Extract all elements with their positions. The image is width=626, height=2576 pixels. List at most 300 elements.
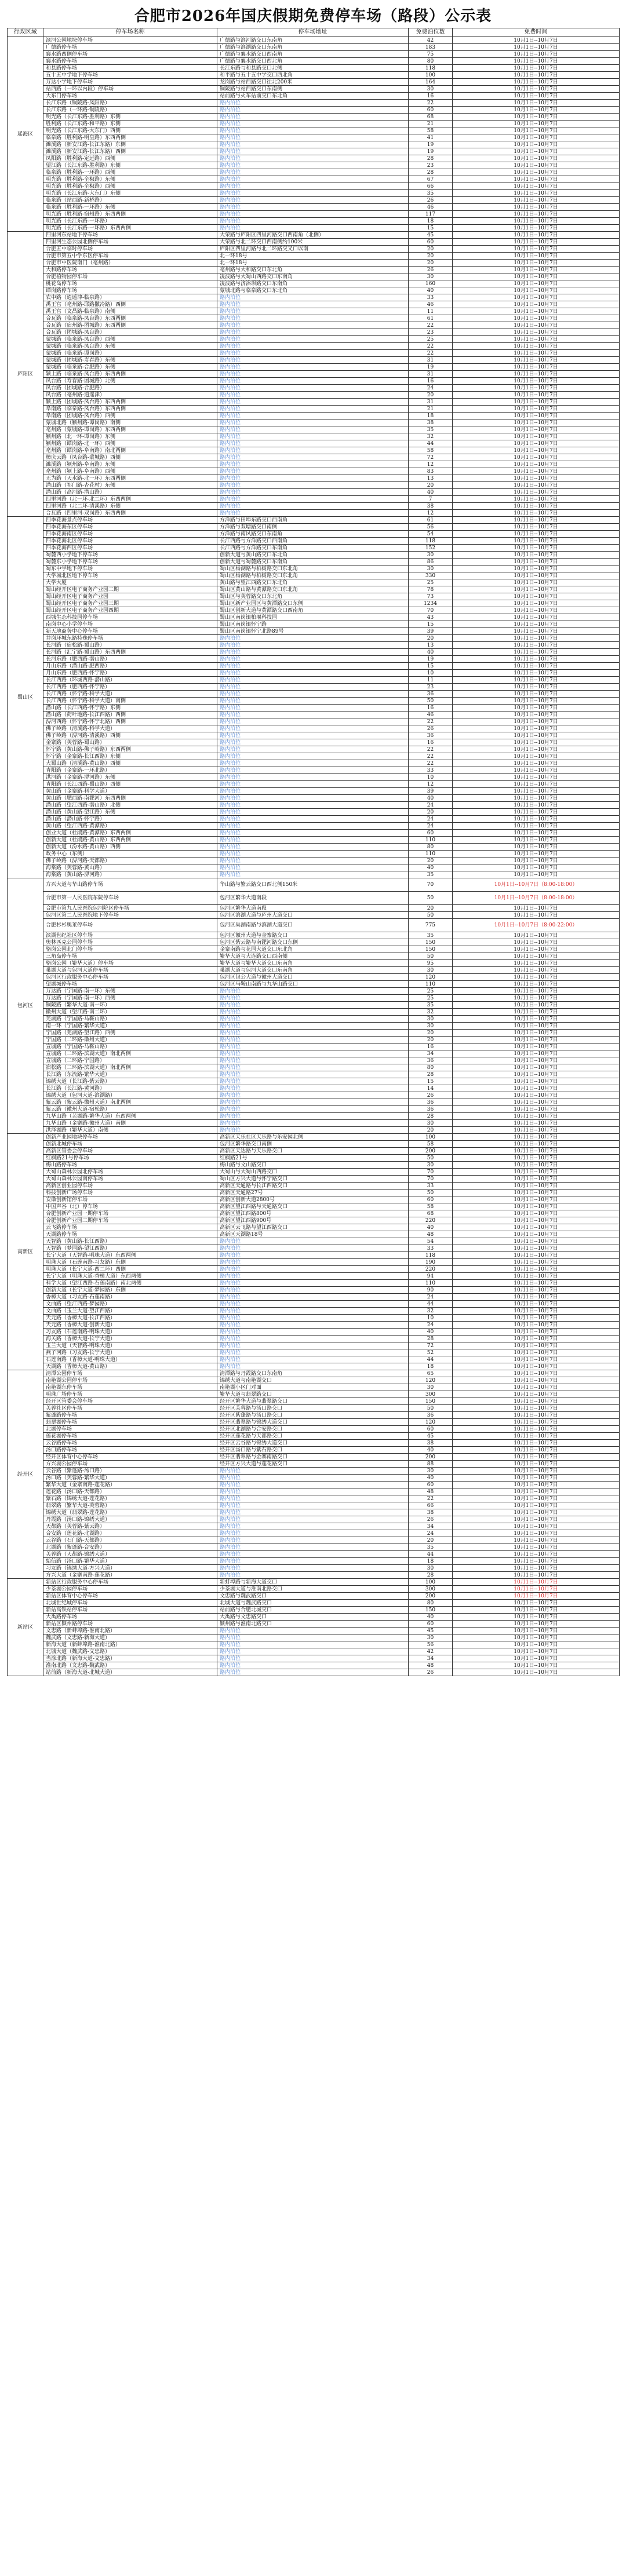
lot-name: 合肥市第五中学东区停车场 bbox=[43, 253, 217, 260]
free-slots: 30 bbox=[409, 1120, 453, 1127]
free-time: 10月1日--10月7日 bbox=[453, 267, 620, 273]
lot-name: 淮南北路（文忠路-魏武路） bbox=[43, 1662, 217, 1669]
free-slots: 35 bbox=[409, 1002, 453, 1009]
district-cell: 庐阳区 bbox=[8, 232, 43, 517]
free-time: 10月1日--10月7日 bbox=[453, 524, 620, 531]
lot-name: 合瓦路（临泉路-凤台路）东西两侧 bbox=[43, 315, 217, 322]
free-slots: 20 bbox=[409, 260, 453, 267]
free-slots: 16 bbox=[409, 378, 453, 385]
lot-name: 蒙城路（临泉路-凤台路）东侧 bbox=[43, 343, 217, 350]
free-time: 10月1日--10月7日 bbox=[453, 1628, 620, 1634]
free-time: 10月1日--10月7日 bbox=[453, 953, 620, 960]
lot-address: 路内泊位 bbox=[217, 329, 409, 336]
lot-name: 铜陵路（繁华大道-南一环） bbox=[43, 1002, 217, 1009]
lot-name: 黄山路（肥西路-南淝河）东西两侧 bbox=[43, 795, 217, 802]
lot-address: 包河区紫云路与南淝河路交口东侧 bbox=[217, 939, 409, 946]
free-time: 10月1日--10月7日 bbox=[453, 1190, 620, 1196]
free-slots: 86 bbox=[409, 559, 453, 565]
lot-name: 樟庆云路（凤台路-蒙城路）西侧 bbox=[43, 454, 217, 461]
free-time: 10月1日--10月7日 bbox=[453, 329, 620, 336]
lot-address: 路内泊位 bbox=[217, 753, 409, 760]
free-time: 10月1日--10月7日 bbox=[453, 809, 620, 816]
lot-name: 明光路（胜利路-宿州路）东西两侧 bbox=[43, 211, 217, 218]
lot-address: 路内泊位 bbox=[217, 1523, 409, 1530]
free-time: 10月1日--10月7日 bbox=[453, 148, 620, 155]
lot-address: 路内泊位 bbox=[217, 1363, 409, 1370]
lot-name: 莲花路（汤口路-天都路） bbox=[43, 1488, 217, 1495]
free-slots: 26 bbox=[409, 267, 453, 273]
free-slots: 30 bbox=[409, 1384, 453, 1391]
table-row bbox=[8, 1662, 620, 1669]
free-slots: 95 bbox=[409, 960, 453, 967]
free-time: 10月1日--10月7日 bbox=[453, 1488, 620, 1495]
table-row bbox=[8, 1349, 620, 1356]
lot-address: 蜀山区南岗镇柏堰科技园 bbox=[217, 614, 409, 621]
free-slots: 50 bbox=[409, 912, 453, 919]
lot-name: 阜南路（团城路-凤台路）西侧 bbox=[43, 413, 217, 419]
lot-name: 天元路（香樟大道-创新大道） bbox=[43, 1322, 217, 1329]
table-row bbox=[8, 308, 620, 315]
lot-address: 路内泊位 bbox=[217, 871, 409, 878]
free-time: 10月1日--10月7日 bbox=[453, 795, 620, 802]
lot-address: 路内泊位 bbox=[217, 795, 409, 802]
table-row bbox=[8, 946, 620, 953]
free-slots: 220 bbox=[409, 1266, 453, 1273]
table-row bbox=[8, 939, 620, 946]
table-row bbox=[8, 454, 620, 461]
lot-name: 月山东路（肥西路-怀宁路） bbox=[43, 670, 217, 677]
table-row bbox=[8, 795, 620, 802]
table-row bbox=[8, 919, 620, 932]
table-row bbox=[8, 912, 620, 919]
free-time: 10月1日--10月7日 bbox=[453, 1426, 620, 1433]
free-slots: 775 bbox=[409, 919, 453, 932]
table-row bbox=[8, 100, 620, 107]
free-slots: 30 bbox=[409, 552, 453, 559]
table-row bbox=[8, 1287, 620, 1294]
lot-address: 方洋路与南风路交口东南角 bbox=[217, 531, 409, 538]
lot-name: 明珠广场停车场 bbox=[43, 1391, 217, 1398]
table-row bbox=[8, 864, 620, 871]
table-row bbox=[8, 816, 620, 823]
lot-address: 路内泊位 bbox=[217, 739, 409, 746]
table-row bbox=[8, 273, 620, 280]
free-time: 10月1日--10月7日 bbox=[453, 322, 620, 329]
table-row bbox=[8, 1495, 620, 1502]
table-row bbox=[8, 155, 620, 162]
free-slots: 75 bbox=[409, 51, 453, 58]
free-slots: 33 bbox=[409, 294, 453, 301]
lot-address: 路内泊位 bbox=[217, 1016, 409, 1023]
table-row bbox=[8, 86, 620, 93]
free-time: 10月1日--10月7日 bbox=[453, 1384, 620, 1391]
table-row bbox=[8, 197, 620, 204]
free-time: 10月1日--10月7日 bbox=[453, 1349, 620, 1356]
table-row bbox=[8, 392, 620, 399]
table-row bbox=[8, 593, 620, 600]
free-slots: 30 bbox=[409, 273, 453, 280]
table-row bbox=[8, 767, 620, 774]
lot-name: 明光路（胜利路-全椒路）西侧 bbox=[43, 183, 217, 190]
free-time: 10月1日--10月7日 bbox=[453, 1224, 620, 1231]
free-slots: 40 bbox=[409, 1329, 453, 1336]
lot-address: 路内泊位 bbox=[217, 1259, 409, 1266]
lot-address: 路内泊位 bbox=[217, 350, 409, 357]
lot-name: 骆岗公园（繁华大道）停车场 bbox=[43, 960, 217, 967]
table-row bbox=[8, 1176, 620, 1183]
lot-address: 红枫路21号 bbox=[217, 1155, 409, 1162]
table-row bbox=[8, 932, 620, 939]
free-slots: 60 bbox=[409, 830, 453, 837]
free-slots: 70 bbox=[409, 878, 453, 892]
table-row bbox=[8, 1016, 620, 1023]
free-slots: 20 bbox=[409, 1030, 453, 1037]
lot-name: 汤口路停车场 bbox=[43, 1447, 217, 1454]
table-row bbox=[8, 1196, 620, 1203]
table-row bbox=[8, 1203, 620, 1210]
free-slots: 15 bbox=[409, 663, 453, 670]
free-slots: 110 bbox=[409, 1280, 453, 1287]
free-slots: 19 bbox=[409, 656, 453, 663]
table-row bbox=[8, 892, 620, 905]
free-slots: 35 bbox=[409, 190, 453, 197]
lot-address: 高新区望江西路800号 bbox=[217, 1210, 409, 1217]
free-slots: 34 bbox=[409, 1655, 453, 1662]
lot-name: 南艳湖公园停车场 bbox=[43, 1377, 217, 1384]
lot-address: 路内泊位 bbox=[217, 830, 409, 837]
lot-name: 创新北城停车场 bbox=[43, 1141, 217, 1148]
free-time: 10月1日--10月7日 bbox=[453, 1530, 620, 1537]
lot-name: 谭岗路停车场 bbox=[43, 287, 217, 294]
table-row bbox=[8, 1537, 620, 1544]
free-slots: 70 bbox=[409, 607, 453, 614]
free-time: 10月1日--10月7日 bbox=[453, 1336, 620, 1342]
lot-address: 路内泊位 bbox=[217, 725, 409, 732]
table-row bbox=[8, 169, 620, 176]
lot-address: 路内泊位 bbox=[217, 148, 409, 155]
lot-address: 路内泊位 bbox=[217, 1085, 409, 1092]
header-district: 行政区域 bbox=[8, 28, 43, 37]
free-time: 10月1日--10月7日 bbox=[453, 1655, 620, 1662]
table-row bbox=[8, 600, 620, 607]
lot-address: 路内泊位 bbox=[217, 677, 409, 684]
lot-name: 方兴大道（金寨南路-莲花路） bbox=[43, 1572, 217, 1579]
lot-name: 习友路（石莲南路-明珠大道） bbox=[43, 1329, 217, 1336]
free-time: 10月1日--10月7日 bbox=[453, 1502, 620, 1509]
lot-name: 合安路（莲花路-北湖路） bbox=[43, 1530, 217, 1537]
lot-name: 天湖路停车场 bbox=[43, 1231, 217, 1238]
lot-name: 大蜀山路（清溪路-黄山路）西侧 bbox=[43, 760, 217, 767]
free-time: 10月1日--10月7日 bbox=[453, 211, 620, 218]
lot-name: 合肥创新产业园二期停车场 bbox=[43, 1217, 217, 1224]
lot-name: 合肥五中临时停车场 bbox=[43, 246, 217, 253]
free-slots: 42 bbox=[409, 37, 453, 44]
lot-name: 四季花海南区停车场 bbox=[43, 531, 217, 538]
free-slots: 16 bbox=[409, 739, 453, 746]
free-slots: 33 bbox=[409, 1183, 453, 1190]
free-slots: 28 bbox=[409, 1572, 453, 1579]
table-row bbox=[8, 176, 620, 183]
free-slots: 19 bbox=[409, 148, 453, 155]
lot-name: 明光路（长江东路-一环路） bbox=[43, 218, 217, 225]
free-time: 10月1日--10月7日 bbox=[453, 482, 620, 489]
free-time: 10月1日--10月7日 bbox=[453, 475, 620, 482]
lot-name: 新站区体育中心停车场 bbox=[43, 1593, 217, 1600]
lot-name: 海棠路（黄山路-淠河路） bbox=[43, 871, 217, 878]
lot-name: 长江西路（怀宁路-科学大道）南侧 bbox=[43, 698, 217, 705]
table-row bbox=[8, 322, 620, 329]
lot-name: 芙蓉路（天都路-锦绣大道） bbox=[43, 1551, 217, 1558]
lot-address: 路内泊位 bbox=[217, 496, 409, 503]
lot-name: 广德路停车场 bbox=[43, 44, 217, 51]
free-slots: 54 bbox=[409, 531, 453, 538]
lot-name: 巢湖大道与包河大道停车场 bbox=[43, 967, 217, 974]
free-time: 10月1日--10月7日 bbox=[453, 273, 620, 280]
table-row bbox=[8, 1655, 620, 1662]
free-time: 10月1日--10月7日 bbox=[453, 121, 620, 127]
table-row bbox=[8, 107, 620, 114]
free-time: 10月1日--10月7日 bbox=[453, 1078, 620, 1085]
lot-address: 路内泊位 bbox=[217, 211, 409, 218]
table-row bbox=[8, 1009, 620, 1016]
free-time: 10月1日--10月7日 bbox=[453, 572, 620, 579]
table-row bbox=[8, 1322, 620, 1329]
table-row bbox=[8, 559, 620, 565]
lot-address: 路内泊位 bbox=[217, 746, 409, 753]
table-row bbox=[8, 851, 620, 858]
lot-address: 蜀山区黄山路与黄潭路交口东北角 bbox=[217, 586, 409, 593]
free-time: 10月1日--10月7日（8:00-18:00） bbox=[453, 892, 620, 905]
free-slots: 200 bbox=[409, 1148, 453, 1155]
lot-address: 路内泊位 bbox=[217, 718, 409, 725]
free-slots: 21 bbox=[409, 121, 453, 127]
free-slots: 22 bbox=[409, 350, 453, 357]
lot-address: 路内泊位 bbox=[217, 399, 409, 406]
table-row bbox=[8, 329, 620, 336]
lot-address: 少荃湖大道与淮南北路交口 bbox=[217, 1586, 409, 1593]
free-slots: 56 bbox=[409, 524, 453, 531]
lot-name: 科学大道（望江西路-石莲南路）南北两侧 bbox=[43, 1280, 217, 1287]
table-row bbox=[8, 565, 620, 572]
lot-address: 路内泊位 bbox=[217, 301, 409, 308]
free-time: 10月1日--10月7日 bbox=[453, 1544, 620, 1551]
free-time: 10月1日--10月7日 bbox=[453, 1037, 620, 1043]
lot-name: 长宁大道（明珠大道-香樟大道）东西两侧 bbox=[43, 1273, 217, 1280]
lot-name: 锦绣大道（翡翠路-莲花路） bbox=[43, 1509, 217, 1516]
lot-name: 合肥杉杉奥莱停车场 bbox=[43, 919, 217, 932]
free-slots: 44 bbox=[409, 1551, 453, 1558]
table-row bbox=[8, 183, 620, 190]
lot-address: 蜀山区创新大道与黄潭路交口西南角 bbox=[217, 607, 409, 614]
free-time: 10月1日--10月7日 bbox=[453, 1447, 620, 1454]
free-slots: 70 bbox=[409, 1176, 453, 1183]
free-time: 10月1日--10月7日 bbox=[453, 864, 620, 871]
lot-address: 路内泊位 bbox=[217, 858, 409, 864]
lot-address: 路内泊位 bbox=[217, 1475, 409, 1482]
free-time: 10月1日--10月7日 bbox=[453, 218, 620, 225]
lot-address: 路内泊位 bbox=[217, 1057, 409, 1064]
lot-address: 南艳湖小区门对面 bbox=[217, 1384, 409, 1391]
free-time: 10月1日--10月7日 bbox=[453, 912, 620, 919]
free-slots: 35 bbox=[409, 1544, 453, 1551]
free-time: 10月1日--10月7日 bbox=[453, 1050, 620, 1057]
free-time: 10月1日--10月7日 bbox=[453, 378, 620, 385]
free-slots: 26 bbox=[409, 1516, 453, 1523]
free-slots: 39 bbox=[409, 628, 453, 635]
lot-address: 路内泊位 bbox=[217, 656, 409, 663]
table-row bbox=[8, 413, 620, 419]
free-slots: 100 bbox=[409, 1134, 453, 1141]
lot-name: 北城大道（魏武路-文忠路） bbox=[43, 1648, 217, 1655]
free-slots: 25 bbox=[409, 995, 453, 1002]
lot-name: 长江东路（铜陵路-凤阳路） bbox=[43, 100, 217, 107]
free-time: 10月1日--10月7日 bbox=[453, 1162, 620, 1169]
table-row bbox=[8, 844, 620, 851]
free-time: 10月1日--10月7日 bbox=[453, 1238, 620, 1245]
free-slots: 24 bbox=[409, 385, 453, 392]
lot-name: 莲花湖停车场 bbox=[43, 1433, 217, 1440]
lot-name: 石莲南路（香樟大道-明珠大道） bbox=[43, 1356, 217, 1363]
free-time: 10月1日--10月7日 bbox=[453, 1363, 620, 1370]
free-time: 10月1日--10月7日 bbox=[453, 1565, 620, 1572]
free-time: 10月1日--10月7日 bbox=[453, 593, 620, 600]
table-row bbox=[8, 121, 620, 127]
lot-address: 新蚌埠路与新海大道交口 bbox=[217, 1579, 409, 1586]
free-slots: 118 bbox=[409, 1252, 453, 1259]
table-row bbox=[8, 426, 620, 433]
lot-name: 包河区行政服务中心停车场 bbox=[43, 974, 217, 981]
free-time: 10月1日--10月7日 bbox=[453, 981, 620, 988]
lot-address: 路内泊位 bbox=[217, 1315, 409, 1322]
table-row bbox=[8, 1579, 620, 1586]
table-row bbox=[8, 586, 620, 593]
free-time: 10月1日--10月7日 bbox=[453, 1329, 620, 1336]
lot-address: 路内泊位 bbox=[217, 670, 409, 677]
lot-name: 大禹路停车场 bbox=[43, 1614, 217, 1621]
lot-address: 凌波路与大蜀山西路交口东南角 bbox=[217, 273, 409, 280]
lot-address: 路内泊位 bbox=[217, 1349, 409, 1356]
free-time: 10月1日--10月7日 bbox=[453, 830, 620, 837]
table-row bbox=[8, 698, 620, 705]
lot-address: 路内泊位 bbox=[217, 732, 409, 739]
table-row bbox=[8, 1106, 620, 1113]
table-row bbox=[8, 621, 620, 628]
lot-address: 路内泊位 bbox=[217, 162, 409, 169]
table-row bbox=[8, 614, 620, 621]
lot-address: 路内泊位 bbox=[217, 1544, 409, 1551]
free-time: 10月1日--10月7日 bbox=[453, 1572, 620, 1579]
free-slots: 24 bbox=[409, 1322, 453, 1329]
lot-address: 路内泊位 bbox=[217, 378, 409, 385]
lot-name: 明光路（长江东路-一环路）东西两侧 bbox=[43, 225, 217, 232]
free-time: 10月1日--10月7日 bbox=[453, 1475, 620, 1482]
table-row bbox=[8, 1558, 620, 1565]
free-time: 10月1日--10月7日 bbox=[453, 552, 620, 559]
free-slots: 20 bbox=[409, 392, 453, 399]
free-slots: 28 bbox=[409, 1113, 453, 1120]
lot-name: 锦绣大道（长江路-紫云路） bbox=[43, 1078, 217, 1085]
table-row bbox=[8, 677, 620, 684]
lot-name: 大学城北区地下停车场 bbox=[43, 572, 217, 579]
free-time: 10月1日--10月7日 bbox=[453, 1621, 620, 1628]
lot-name: 紫石路（锦绣大道-莲花路） bbox=[43, 1495, 217, 1502]
free-time: 10月1日--10月7日 bbox=[453, 851, 620, 858]
lot-name: 四里河路（北二环-清溪路）东侧 bbox=[43, 503, 217, 510]
lot-name: 襄水路西侧停车场 bbox=[43, 51, 217, 58]
free-slots: 52 bbox=[409, 1349, 453, 1356]
lot-name: 清潭公园停车场 bbox=[43, 1370, 217, 1377]
table-row bbox=[8, 253, 620, 260]
table-row bbox=[8, 1370, 620, 1377]
lot-name: 长宁大道（天智路-明珠大道）东西两侧 bbox=[43, 1252, 217, 1259]
table-row bbox=[8, 1002, 620, 1009]
table-row bbox=[8, 1586, 620, 1593]
free-slots: 46 bbox=[409, 711, 453, 718]
table-row bbox=[8, 1085, 620, 1092]
free-slots: 22 bbox=[409, 100, 453, 107]
free-time: 10月1日--10月7日 bbox=[453, 905, 620, 912]
lot-address: 文忠路与魏武路交口 bbox=[217, 1593, 409, 1600]
lot-name: 新海大道（新蚌埠路-淮南北路） bbox=[43, 1641, 217, 1648]
free-slots: 150 bbox=[409, 1398, 453, 1405]
lot-name: 创新大道（长宁大道-梦园路）东侧 bbox=[43, 1287, 217, 1294]
free-slots: 40 bbox=[409, 649, 453, 656]
lot-name: 井岗环城东路特殊停车场 bbox=[43, 635, 217, 642]
lot-address: 路内泊位 bbox=[217, 1655, 409, 1662]
table-row bbox=[8, 531, 620, 538]
free-slots: 20 bbox=[409, 1537, 453, 1544]
lot-address: 路内泊位 bbox=[217, 1322, 409, 1329]
free-time: 10月1日--10月7日 bbox=[453, 1634, 620, 1641]
free-slots: 12 bbox=[409, 781, 453, 788]
table-row bbox=[8, 572, 620, 579]
lot-address: 路内泊位 bbox=[217, 705, 409, 711]
free-slots: 22 bbox=[409, 746, 453, 753]
table-row bbox=[8, 1148, 620, 1155]
lot-address: 路内泊位 bbox=[217, 1342, 409, 1349]
free-slots: 60 bbox=[409, 239, 453, 246]
table-row bbox=[8, 433, 620, 440]
table-row bbox=[8, 1621, 620, 1628]
lot-name: 长河路（汇宁路-蜀山路）东西两侧 bbox=[43, 649, 217, 656]
lot-address: 高新区望江西路与天通路交口 bbox=[217, 1203, 409, 1210]
free-time: 10月1日--10月7日 bbox=[453, 1315, 620, 1322]
lot-address: 路内泊位 bbox=[217, 649, 409, 656]
lot-name: 濉溪路（新安江路-长江东路）西侧 bbox=[43, 148, 217, 155]
lot-address: 经开区方兴大道与莲花路交口 bbox=[217, 1461, 409, 1468]
lot-name: 凤台路（寿春路-团城路）北侧 bbox=[43, 378, 217, 385]
free-slots: 36 bbox=[409, 691, 453, 698]
table-row bbox=[8, 1363, 620, 1370]
lot-name: 蒙城路（团城路-寿春路）东侧 bbox=[43, 357, 217, 364]
table-row bbox=[8, 93, 620, 100]
free-time: 10月1日--10月7日 bbox=[453, 995, 620, 1002]
district-cell: 包河区 bbox=[8, 878, 43, 1134]
table-row bbox=[8, 711, 620, 718]
free-time: 10月1日--10月7日 bbox=[453, 1669, 620, 1676]
table-row bbox=[8, 141, 620, 148]
free-slots: 40 bbox=[409, 864, 453, 871]
free-time: 10月1日--10月7日 bbox=[453, 565, 620, 572]
lot-address: 蜀山区南岗镇怀宁北路89号 bbox=[217, 628, 409, 635]
free-slots: 20 bbox=[409, 809, 453, 816]
free-time: 10月1日--10月7日 bbox=[453, 496, 620, 503]
table-row bbox=[8, 440, 620, 447]
district-cell: 瑶海区 bbox=[8, 37, 43, 232]
table-row bbox=[8, 267, 620, 273]
free-time: 10月1日--10月7日 bbox=[453, 760, 620, 767]
table-row bbox=[8, 1412, 620, 1419]
